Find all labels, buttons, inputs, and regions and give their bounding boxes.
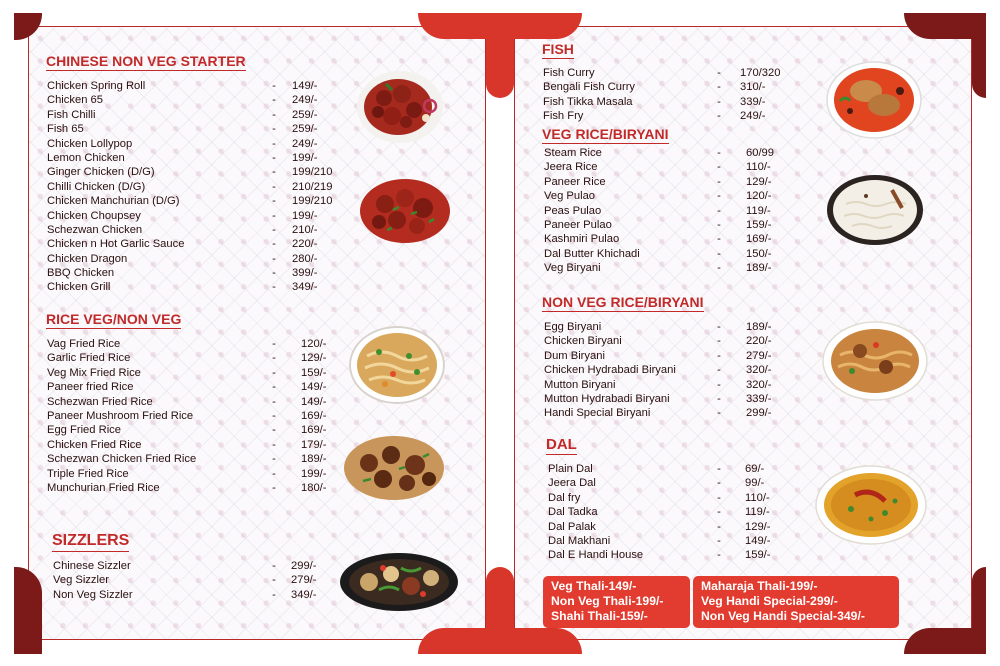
menu-item xyxy=(544,363,804,377)
red-tab-spine-top xyxy=(486,13,514,98)
menu-item-separator: - xyxy=(272,267,276,280)
menu-item xyxy=(544,392,804,406)
menu-item xyxy=(544,406,804,420)
menu-item-separator: - xyxy=(272,209,276,222)
menu-item-price: 189/- xyxy=(746,262,772,275)
menu-item-price: 169/- xyxy=(746,233,772,246)
menu-item-name: Kashmiri Pulao xyxy=(544,233,620,246)
menu-item-name: Chicken Biryani xyxy=(544,335,622,348)
menu-item-name: Fish 65 xyxy=(47,123,84,136)
menu-item-separator: - xyxy=(272,338,276,350)
dal-list xyxy=(548,462,808,563)
non-veg-rice-biryani-list xyxy=(544,320,804,421)
menu-item xyxy=(47,266,337,280)
menu-item-name: Mutton Hydrabadi Biryani xyxy=(544,392,670,405)
menu-item-separator: - xyxy=(717,349,721,362)
menu-item-separator: - xyxy=(717,477,721,490)
red-tab-spine-bottom xyxy=(486,567,514,654)
menu-item-name: Chicken Grill xyxy=(47,281,111,294)
menu-item xyxy=(47,79,337,93)
menu-item-price: 129/- xyxy=(746,175,772,188)
menu-item-name: Fish Tikka Masala xyxy=(543,95,633,108)
menu-item-price: 339/- xyxy=(746,392,772,405)
menu-item-separator: - xyxy=(717,218,721,231)
menu-item-name: Dal E Handi House xyxy=(548,549,644,562)
menu-item-separator: - xyxy=(272,80,276,92)
menu-item-name: Fish Chilli xyxy=(47,108,96,121)
menu-item-separator: - xyxy=(272,467,276,480)
menu-item-price: 279/- xyxy=(746,349,772,362)
menu-item-price: 129/- xyxy=(745,520,771,533)
menu-item-price: 149/- xyxy=(292,80,318,92)
menu-item-name: Schezwan Fried Rice xyxy=(47,395,153,408)
menu-item-name: Chinese Sizzler xyxy=(53,560,131,572)
menu-item-name: Schezwan Chicken Fried Rice xyxy=(47,453,197,466)
menu-item-separator: - xyxy=(717,364,721,377)
menu-item xyxy=(544,175,804,189)
menu-item-separator: - xyxy=(272,366,276,379)
chilli-chicken-image xyxy=(356,70,444,144)
menu-item-price: 280/- xyxy=(292,252,318,265)
steam-rice-image xyxy=(826,174,924,246)
section-title-chinese-non-veg-starter: CHINESE NON VEG STARTER xyxy=(46,53,246,69)
menu-item-name: Lemon Chicken xyxy=(47,151,125,164)
menu-item-name: Egg Fried Rice xyxy=(47,424,121,437)
menu-item-name: Chicken Choupsey xyxy=(47,209,141,222)
fried-rice-image xyxy=(349,326,445,404)
menu-item xyxy=(548,520,808,534)
menu-item xyxy=(544,378,804,392)
menu-item-price: 339/- xyxy=(740,95,766,108)
menu-item-price: 199/- xyxy=(301,467,327,480)
menu-item-separator: - xyxy=(272,123,276,136)
menu-item-price: 189/- xyxy=(746,321,772,333)
menu-item xyxy=(548,534,808,548)
menu-item xyxy=(544,247,804,261)
menu-item-name: Triple Fried Rice xyxy=(47,467,129,480)
menu-item-price: 150/- xyxy=(746,247,772,260)
veg-rice-biryani-list xyxy=(544,146,804,276)
thali-line: Non Veg Thali-199/- xyxy=(551,594,664,609)
menu-item-price: 170/320 xyxy=(740,67,781,79)
menu-item xyxy=(53,573,343,587)
menu-item-price: 149/- xyxy=(301,381,327,394)
menu-item-price: 110/- xyxy=(746,161,771,174)
menu-item-separator: - xyxy=(717,506,721,519)
menu-item-separator: - xyxy=(272,195,276,208)
menu-item xyxy=(47,438,337,452)
menu-item-price: 159/- xyxy=(746,218,772,231)
menu-item-name: Chicken Dragon xyxy=(47,252,128,265)
menu-item-separator: - xyxy=(717,247,721,260)
menu-item xyxy=(47,180,337,194)
menu-item xyxy=(47,252,337,266)
menu-item-name: Dum Biryani xyxy=(544,349,605,362)
menu-item xyxy=(47,237,337,251)
menu-item-name: Dal Palak xyxy=(548,520,596,533)
menu-item-name: Paneer Rice xyxy=(544,175,606,188)
section-title-rice-veg-non-veg: RICE VEG/NON VEG xyxy=(46,311,182,327)
menu-item-name: Paneer fried Rice xyxy=(47,381,134,394)
menu-item-separator: - xyxy=(272,560,276,572)
menu-item-separator: - xyxy=(717,335,721,348)
menu-item-price: 99/- xyxy=(745,477,765,490)
menu-item-price: 399/- xyxy=(292,267,318,280)
menu-item-name: Schezwan Chicken xyxy=(47,223,143,236)
menu-item xyxy=(543,109,803,123)
menu-item-separator: - xyxy=(272,588,276,601)
thali-box-1 xyxy=(543,576,690,628)
menu-item xyxy=(548,548,808,562)
menu-item-name: Chicken Hydrabadi Biryani xyxy=(544,364,676,377)
menu-item xyxy=(543,66,803,80)
menu-item xyxy=(47,337,337,351)
menu-item-separator: - xyxy=(272,151,276,164)
menu-item-separator: - xyxy=(717,378,721,391)
menu-item xyxy=(544,204,804,218)
menu-item-separator: - xyxy=(717,95,721,108)
menu-item-price: 180/- xyxy=(301,481,327,494)
menu-item-price: 210/- xyxy=(292,223,318,236)
menu-item-price: 299/- xyxy=(746,407,772,420)
dal-image xyxy=(815,465,927,545)
menu-item xyxy=(53,559,343,573)
menu-item-separator: - xyxy=(272,352,276,365)
menu-item xyxy=(544,160,804,174)
section-title-sizzlers: SIZZLERS xyxy=(52,532,129,550)
menu-item-separator: - xyxy=(717,491,721,504)
menu-item xyxy=(47,280,337,294)
menu-item-name: Egg Biryani xyxy=(544,321,602,333)
menu-item xyxy=(548,505,808,519)
menu-item-price: 220/- xyxy=(746,335,772,348)
menu-item-name: Veg Mix Fried Rice xyxy=(47,366,141,379)
menu-item-separator: - xyxy=(272,108,276,121)
menu-item xyxy=(47,209,337,223)
menu-item xyxy=(47,423,337,437)
menu-item-price: 159/- xyxy=(745,549,771,562)
fish-list xyxy=(543,66,803,124)
menu-item xyxy=(47,395,337,409)
menu-item xyxy=(47,165,337,179)
corner-ornament-right-edge-bottom xyxy=(972,567,986,654)
menu-item-separator: - xyxy=(272,381,276,394)
menu-item-name: Handi Special Biryani xyxy=(544,407,651,420)
menu-item xyxy=(47,151,337,165)
menu-item-price: 120/- xyxy=(301,338,327,350)
menu-item-price: 129/- xyxy=(301,352,327,365)
menu-item-name: Jeera Rice xyxy=(544,161,598,174)
fish-curry-image xyxy=(826,61,922,139)
menu-item-name: Munchurian Fried Rice xyxy=(47,481,160,494)
section-title-non-veg-rice-biryani: NON VEG RICE/BIRYANI xyxy=(542,294,704,310)
section-title-veg-rice-biryani: VEG RICE/BIRYANI xyxy=(542,126,669,142)
menu-item-separator: - xyxy=(272,137,276,150)
menu-item-price: 199/210 xyxy=(292,166,333,179)
menu-item xyxy=(544,320,804,334)
thali-line: Veg Handi Special-299/- xyxy=(701,594,838,609)
menu-item-price: 349/- xyxy=(291,588,317,601)
menu-item-price: 349/- xyxy=(292,281,318,294)
menu-item-price: 320/- xyxy=(746,378,772,391)
menu-item-separator: - xyxy=(717,549,721,562)
menu-item-price: 310/- xyxy=(740,81,766,94)
menu-item-separator: - xyxy=(717,534,721,547)
menu-item xyxy=(548,462,808,476)
menu-item xyxy=(47,452,337,466)
menu-item-separator: - xyxy=(272,395,276,408)
menu-item-name: Chicken Fried Rice xyxy=(47,438,142,451)
menu-item-name: Chicken Spring Roll xyxy=(47,80,146,92)
menu-item-price: 69/- xyxy=(745,463,765,475)
menu-item xyxy=(47,380,337,394)
menu-item xyxy=(544,218,804,232)
corner-ornament-right-edge xyxy=(972,13,986,98)
menu-item-name: Garlic Fried Rice xyxy=(47,352,131,365)
menu-item xyxy=(543,95,803,109)
menu-item-separator: - xyxy=(717,233,721,246)
menu-item-separator: - xyxy=(272,424,276,437)
menu-item xyxy=(47,137,337,151)
menu-item-price: 199/210 xyxy=(292,195,333,208)
menu-item-separator: - xyxy=(272,238,276,251)
menu-item-price: 299/- xyxy=(291,560,317,572)
menu-item-price: 199/- xyxy=(292,209,318,222)
menu-item-name: Veg Sizzler xyxy=(53,574,109,587)
menu-item-price: 60/99 xyxy=(746,147,774,159)
menu-item xyxy=(544,334,804,348)
menu-item-price: 259/- xyxy=(292,123,318,136)
menu-item-separator: - xyxy=(717,520,721,533)
menu-item-name: Non Veg Sizzler xyxy=(53,588,133,601)
menu-item-price: 259/- xyxy=(292,108,318,121)
menu-item-name: Dal fry xyxy=(548,491,581,504)
menu-item-separator: - xyxy=(717,67,721,79)
menu-item xyxy=(47,351,337,365)
menu-item-price: 119/- xyxy=(745,506,770,519)
menu-item-name: Chilli Chicken (D/G) xyxy=(47,180,146,193)
menu-item-name: Ginger Chicken (D/G) xyxy=(47,166,155,179)
menu-item-price: 249/- xyxy=(740,110,766,123)
thali-line: Veg Thali-149/- xyxy=(551,579,637,593)
menu-item xyxy=(47,223,337,237)
menu-item-price: 249/- xyxy=(292,94,318,107)
menu-item-name: Mutton Biryani xyxy=(544,378,616,391)
menu-item-name: Plain Dal xyxy=(548,463,593,475)
menu-item-name: Steam Rice xyxy=(544,147,602,159)
menu-item-separator: - xyxy=(272,252,276,265)
menu-item-price: 189/- xyxy=(301,453,327,466)
menu-item-price: 149/- xyxy=(745,534,771,547)
menu-item xyxy=(47,481,337,495)
menu-item-price: 249/- xyxy=(292,137,318,150)
menu-item-name: Veg Pulao xyxy=(544,190,596,203)
thali-line: Shahi Thali-159/- xyxy=(551,609,648,624)
menu-item-price: 169/- xyxy=(301,409,327,422)
biryani-image xyxy=(822,321,928,401)
menu-item-name: Chicken 65 xyxy=(47,94,103,107)
menu-item xyxy=(543,80,803,94)
menu-item xyxy=(47,366,337,380)
menu-item xyxy=(47,467,337,481)
menu-item-name: Vag Fried Rice xyxy=(47,338,121,350)
menu-item xyxy=(47,409,337,423)
menu-item xyxy=(47,108,337,122)
menu-item-name: Paneer Mushroom Fried Rice xyxy=(47,409,194,422)
menu-item-price: 320/- xyxy=(746,364,772,377)
menu-item-name: Chicken Lollypop xyxy=(47,137,133,150)
menu-item-separator: - xyxy=(272,481,276,494)
menu-item-name: Paneer Pulao xyxy=(544,218,612,231)
menu-item-name: Peas Pulao xyxy=(544,204,602,217)
menu-item xyxy=(544,146,804,160)
menu-item-separator: - xyxy=(272,223,276,236)
thali-box-2 xyxy=(693,576,899,628)
menu-item-price: 149/- xyxy=(301,395,327,408)
menu-item-separator: - xyxy=(272,453,276,466)
manchurian-fried-rice-image xyxy=(343,435,445,501)
menu-item-separator: - xyxy=(717,110,721,123)
menu-item xyxy=(544,349,804,363)
menu-item-separator: - xyxy=(717,321,721,333)
menu-item xyxy=(548,491,808,505)
menu-item xyxy=(544,261,804,275)
sizzler-image xyxy=(339,552,459,612)
menu-item-separator: - xyxy=(717,262,721,275)
menu-item-separator: - xyxy=(272,94,276,107)
menu-item-price: 110/- xyxy=(745,491,770,504)
menu-item xyxy=(47,93,337,107)
menu-item-price: 159/- xyxy=(301,366,327,379)
menu-item xyxy=(47,194,337,208)
menu-item-separator: - xyxy=(272,409,276,422)
menu-item-separator: - xyxy=(717,161,721,174)
menu-item xyxy=(548,476,808,490)
menu-item xyxy=(544,232,804,246)
menu-item-separator: - xyxy=(717,147,721,159)
menu-item-price: 119/- xyxy=(746,204,771,217)
menu-item-separator: - xyxy=(717,204,721,217)
menu-item-name: Chicken Manchurian (D/G) xyxy=(47,195,180,208)
corner-ornament-bottom-left xyxy=(14,567,42,654)
thali-line: Maharaja Thali-199/- xyxy=(701,579,818,593)
menu-item-name: Fish Curry xyxy=(543,67,595,79)
menu-item-separator: - xyxy=(717,463,721,475)
menu-item-separator: - xyxy=(272,574,276,587)
menu-item-name: Fish Fry xyxy=(543,110,584,123)
section-title-fish: FISH xyxy=(542,41,574,57)
menu-item-name: BBQ Chicken xyxy=(47,267,115,280)
menu-item-price: 210/219 xyxy=(292,180,333,193)
chinese-non-veg-starter-list xyxy=(47,79,337,295)
menu-item-separator: - xyxy=(272,166,276,179)
menu-item-name: Dal Butter Khichadi xyxy=(544,247,640,260)
menu-item-name: Dal Makhani xyxy=(548,534,611,547)
menu-item-separator: - xyxy=(717,407,721,420)
menu-item-price: 220/- xyxy=(292,238,318,251)
menu-item-separator: - xyxy=(717,175,721,188)
section-title-dal: DAL xyxy=(546,436,577,453)
menu-item-price: 199/- xyxy=(292,151,318,164)
sizzlers-list xyxy=(53,559,343,602)
rice-veg-non-veg-list xyxy=(47,337,337,495)
menu-item-separator: - xyxy=(272,438,276,451)
menu-item xyxy=(47,122,337,136)
thali-line: Non Veg Handi Special-349/- xyxy=(701,609,865,624)
menu-item-price: 120/- xyxy=(746,190,772,203)
menu-item-separator: - xyxy=(717,392,721,405)
menu-item-price: 179/- xyxy=(301,438,327,451)
menu-item-separator: - xyxy=(272,180,276,193)
menu-item-price: 279/- xyxy=(291,574,317,587)
menu-item-name: Chicken n Hot Garlic Sauce xyxy=(47,238,185,251)
menu-item xyxy=(53,588,343,602)
menu-item-separator: - xyxy=(272,281,276,294)
menu-item-separator: - xyxy=(717,190,721,203)
menu-item-name: Jeera Dal xyxy=(548,477,596,490)
menu-item-name: Veg Biryani xyxy=(544,262,601,275)
menu-item-name: Bengali Fish Curry xyxy=(543,81,636,94)
menu-item-name: Dal Tadka xyxy=(548,506,598,519)
chicken-manchurian-image xyxy=(359,178,451,244)
menu-item-price: 169/- xyxy=(301,424,327,437)
menu-item xyxy=(544,189,804,203)
menu-item-separator: - xyxy=(717,81,721,94)
